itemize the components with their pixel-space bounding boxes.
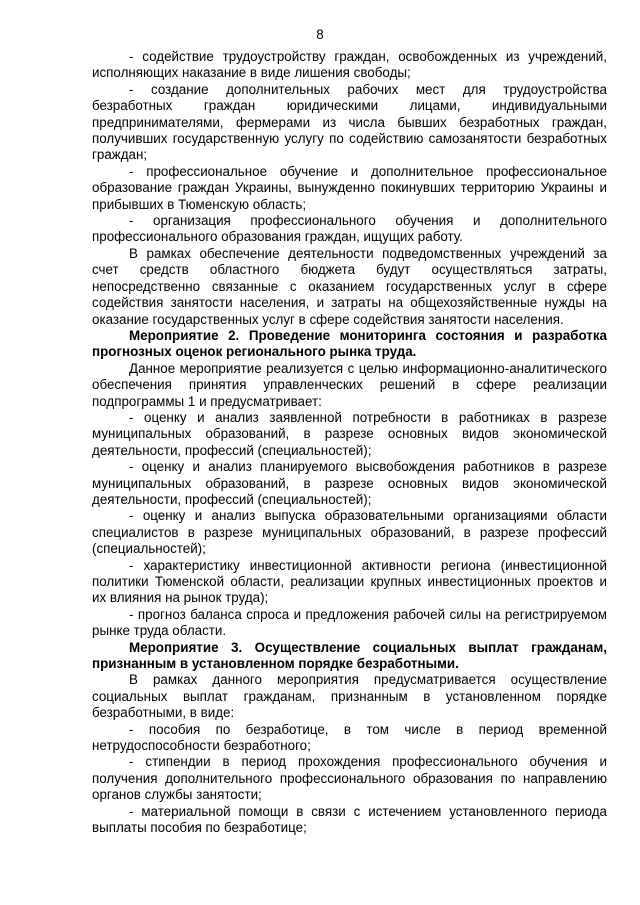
body-paragraph: - профессиональное обучение и дополнительное профессиональное образование граждан Украины, вынужденно покинувших территорию Украины и прибывших в Тюменскую область; [92,163,607,212]
body-paragraph: - характеристику инвестиционной активности региона (инвестиционной политики Тюменской области, реализации крупных инвестиционных проектов и их влияния на рынок труда); [92,557,607,606]
body-paragraph: В рамках обеспечение деятельности подведомственных учреждений за счет средств областного бюджета будут осуществляться затраты, непосредственно связанные с оказанием государственных услуг в сфере содействия занятости населения, и затраты на общехозяйственные нужды на оказание государственных услуг в сфере содействия занятости населения. [92,245,607,327]
body-paragraph: - содействие трудоустройству граждан, освобожденных из учреждений, исполняющих наказание в виде лишения свободы; [92,49,607,81]
body-paragraph: - материальной помощи в связи с истечением установленного периода выплаты пособия по безработице; [92,803,607,836]
document-body [92,49,607,837]
page-number-container [0,27,640,43]
section-heading: Мероприятие 2. Проведение мониторинга состояния и разработка прогнозных оценок регионального рынка труда. [92,327,607,360]
body-paragraph: - оценку и анализ заявленной потребности в работниках в разрезе муниципальных образований, в разрезе основных видов экономической деятельности, профессий (специальностей); [92,409,607,458]
section-heading: Мероприятие 3. Осуществление социальных выплат гражданам, признанным в установленном порядке безработными. [92,639,607,672]
body-paragraph: В рамках данного мероприятия предусматривается осуществление социальных выплат гражданам, признанным в установленном порядке безработными, в виде: [92,672,607,721]
body-paragraph: - создание дополнительных рабочих мест для трудоустройства безработных граждан юридическими лицами, индивидуальными предпринимателями, фермерами из числа бывших безработных граждан, получивших государственную услугу по содействию самозанятости безработных граждан; [92,81,607,163]
body-paragraph: - стипендии в период прохождения профессионального обучения и получения дополнительного профессионального образования по направлению органов службы занятости; [92,754,607,803]
body-paragraph: - пособия по безработице, в том числе в период временной нетрудоспособности безработного; [92,721,607,754]
body-paragraph: - оценку и анализ планируемого высвобождения работников в разрезе муниципальных образований, в разрезе основных видов экономической деятельности, профессий (специальностей); [92,459,607,507]
page-number: 8 [316,27,324,42]
body-paragraph: Данное мероприятие реализуется с целью информационно-аналитического обеспечения принятия управленческих решений в сфере реализации подпрограммы 1 и предусматривает: [92,360,607,409]
body-paragraph: - оценку и анализ выпуска образовательными организациями области специалистов в разрезе муниципальных образований, в разрезе профессий (специальностей); [92,508,607,557]
body-paragraph: - организация профессионального обучения и дополнительного профессионального образования граждан, ищущих работу. [92,213,607,245]
body-paragraph: - прогноз баланса спроса и предложения рабочей силы на регистрируемом рынке труда области. [92,606,607,639]
